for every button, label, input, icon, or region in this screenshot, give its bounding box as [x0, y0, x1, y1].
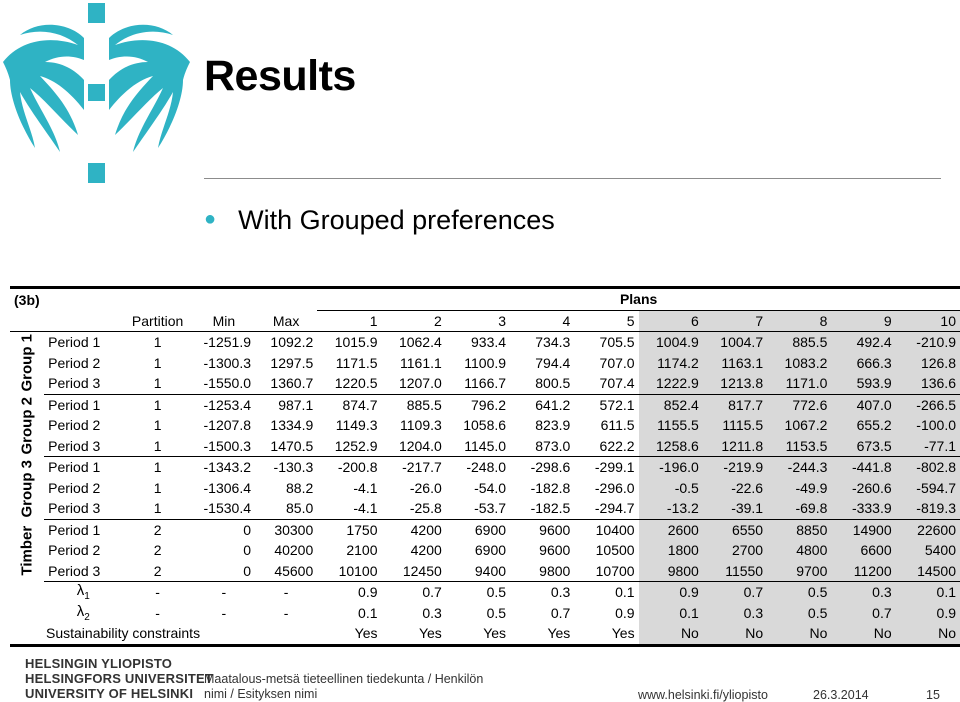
- table-row: [10, 353, 960, 374]
- partition-cell: 1: [153, 354, 162, 371]
- plan-value-cell: 1211.8: [703, 436, 767, 457]
- min-cell: -1500.3: [193, 436, 255, 457]
- plan-value-cell: 1100.9: [464, 354, 507, 371]
- plan-value-cell: -200.8: [337, 459, 378, 476]
- plan-value-cell: -13.2: [639, 498, 703, 519]
- max-cell: 1092.2: [270, 334, 314, 351]
- plan-value-cell: 9800: [510, 561, 574, 582]
- plan-value-cell: 1062.4: [398, 334, 442, 351]
- period-label: Period 2: [48, 354, 101, 371]
- partition-cell: -: [155, 604, 160, 621]
- results-table-container: [10, 286, 960, 652]
- min-cell: -: [221, 604, 227, 621]
- min-cell: -: [221, 584, 227, 601]
- plan-value-cell: -196.0: [639, 457, 703, 478]
- plan-value-cell: 0.1: [358, 604, 378, 621]
- table-row: [10, 373, 960, 394]
- sustainability-cell: Yes: [510, 623, 574, 645]
- plan-value-cell: 734.3: [535, 334, 571, 351]
- table-row: [10, 519, 960, 540]
- column-header-row: [10, 310, 960, 332]
- footer-date: 26.3.2014: [813, 688, 869, 702]
- plan-value-cell: -294.7: [574, 498, 638, 519]
- min-cell: -1306.4: [203, 479, 251, 496]
- table-row: [10, 478, 960, 499]
- lambda-symbol: λ: [76, 582, 85, 600]
- plan-value-cell: 22600: [896, 519, 960, 540]
- plan-value-cell: -49.9: [767, 478, 831, 499]
- plan-value-cell: 933.4: [471, 334, 507, 351]
- period-label: Period 3: [44, 436, 122, 457]
- max-cell: 1360.7: [255, 373, 317, 394]
- min-cell: 0: [243, 542, 251, 559]
- plan-value-cell: 885.5: [767, 332, 831, 353]
- plan-value-cell: 1153.5: [767, 436, 831, 457]
- plan-value-cell: 1800: [639, 540, 703, 561]
- plan-value-cell: 1145.0: [446, 436, 510, 457]
- sustainability-label: Sustainability constraints: [10, 623, 255, 645]
- university-line: HELSINGFORS UNIVERSITET: [25, 671, 214, 686]
- plan-value-cell: -333.9: [831, 498, 895, 519]
- partition-cell: 1: [122, 373, 192, 394]
- plan-value-cell: 622.2: [574, 436, 638, 457]
- plan-value-cell: -77.1: [896, 436, 960, 457]
- partition-cell: 1: [153, 459, 162, 476]
- table-row: [10, 540, 960, 561]
- plan-value-cell: 1252.9: [317, 436, 381, 457]
- plan-value-cell: 0.5: [486, 584, 507, 601]
- max-cell: 40200: [274, 542, 314, 559]
- partition-cell: 2: [153, 542, 162, 559]
- plan-value-cell: 11550: [703, 561, 767, 582]
- max-cell: -130.3: [273, 459, 314, 476]
- plan-value-cell: 1171.0: [767, 373, 831, 394]
- plan-value-cell: 0.1: [615, 584, 635, 601]
- plan-value-cell: 4200: [410, 521, 442, 538]
- plan-value-cell: 8850: [767, 519, 831, 540]
- plan-value-cell: 873.0: [510, 436, 574, 457]
- min-cell: -1300.3: [203, 354, 251, 371]
- plan-value-cell: 14500: [896, 561, 960, 582]
- plan-value-cell: 1058.6: [463, 417, 507, 434]
- footer-url: www.helsinki.fi/yliopisto: [638, 688, 768, 702]
- max-cell: 30300: [274, 521, 314, 538]
- plan-value-cell: 1149.3: [335, 417, 378, 434]
- plan-value-cell: -22.6: [703, 478, 767, 499]
- table-label-row: [10, 288, 960, 311]
- plan-value-cell: 1161.1: [400, 354, 442, 371]
- plan-value-cell: 10500: [595, 542, 635, 559]
- plan-value-cell: 6550: [703, 519, 767, 540]
- sustainability-cell: Yes: [317, 623, 381, 645]
- empty-cell: [10, 310, 44, 332]
- plan-value-cell: 1750: [346, 521, 378, 538]
- period-label: Period 1: [48, 334, 101, 351]
- table-row: [10, 457, 960, 478]
- plan-header: 7: [703, 310, 767, 332]
- plan-value-cell: -299.1: [594, 459, 635, 476]
- plan-value-cell: 126.8: [896, 353, 960, 374]
- plan-value-cell: -53.7: [446, 498, 510, 519]
- plan-value-cell: 707.0: [599, 354, 635, 371]
- empty-cell: [122, 288, 192, 311]
- table-row: [10, 561, 960, 582]
- plan-value-cell: 673.5: [831, 436, 895, 457]
- plan-value-cell: -0.5: [639, 478, 703, 499]
- min-header: Min: [193, 310, 255, 332]
- plan-value-cell: 772.6: [767, 394, 831, 415]
- partition-header: Partition: [122, 310, 192, 332]
- plan-value-cell: 10700: [574, 561, 638, 582]
- max-header: Max: [255, 310, 317, 332]
- period-label: Period 1: [48, 521, 101, 538]
- plan-value-cell: 0.7: [831, 603, 895, 624]
- partition-cell: 1: [122, 436, 192, 457]
- plan-value-cell: -182.8: [530, 479, 571, 496]
- plan-value-cell: 800.5: [510, 373, 574, 394]
- max-cell: 88.2: [286, 479, 314, 496]
- plan-value-cell: 11200: [831, 561, 895, 582]
- plan-value-cell: 0.1: [639, 603, 703, 624]
- max-cell: 85.0: [255, 498, 317, 519]
- plan-header: 10: [896, 310, 960, 332]
- bullet-item: [204, 205, 555, 236]
- lambda-row: [10, 603, 960, 624]
- plan-value-cell: 9800: [639, 561, 703, 582]
- sustainability-cell: No: [767, 623, 831, 645]
- period-label: Period 3: [44, 373, 122, 394]
- sustainability-row: [10, 623, 960, 645]
- plan-value-cell: 1015.9: [334, 334, 378, 351]
- group-label: Group 1: [18, 333, 36, 392]
- university-wordmark: [25, 656, 213, 701]
- empty-cell: [10, 603, 44, 624]
- empty-cell: [44, 310, 122, 332]
- plan-value-cell: 5400: [896, 540, 960, 561]
- plan-value-cell: 1166.7: [446, 373, 510, 394]
- max-cell: -: [283, 584, 289, 601]
- plan-value-cell: 0.7: [550, 604, 571, 621]
- table-row: [10, 332, 960, 353]
- plan-value-cell: -182.5: [510, 498, 574, 519]
- period-label: Period 3: [44, 561, 122, 582]
- min-cell: -1207.8: [203, 417, 251, 434]
- plan-value-cell: 611.5: [600, 417, 635, 434]
- partition-cell: -: [155, 584, 160, 601]
- period-label: Period 1: [48, 396, 101, 413]
- plan-value-cell: 1067.2: [767, 415, 831, 436]
- plan-value-cell: -266.5: [896, 394, 960, 415]
- plan-value-cell: 0.5: [767, 582, 831, 603]
- plan-value-cell: 655.2: [831, 415, 895, 436]
- plan-value-cell: 0.9: [896, 603, 960, 624]
- plan-value-cell: 136.6: [896, 373, 960, 394]
- partition-cell: 1: [153, 479, 162, 496]
- period-label: Period 2: [48, 479, 101, 496]
- plan-value-cell: 0.5: [486, 604, 507, 621]
- faculty-text: Maatalous-metsä tieteellinen tiedekunta / Henkilön nimi / Esityksen nimi: [204, 672, 484, 701]
- plan-value-cell: 9400: [446, 561, 510, 582]
- plan-value-cell: 2700: [703, 540, 767, 561]
- plan-value-cell: -100.0: [896, 415, 960, 436]
- plan-value-cell: -244.3: [767, 457, 831, 478]
- plan-value-cell: -441.8: [831, 457, 895, 478]
- bullet-dot-icon: ●: [204, 208, 217, 230]
- plan-value-cell: -219.9: [703, 457, 767, 478]
- group-label: Group 2: [18, 396, 36, 455]
- plan-header: 4: [510, 310, 574, 332]
- plan-header: 1: [317, 310, 381, 332]
- plan-value-cell: 1204.0: [382, 436, 446, 457]
- plan-value-cell: 1222.9: [639, 373, 703, 394]
- partition-cell: 2: [153, 521, 162, 538]
- max-cell: 1297.5: [270, 354, 314, 371]
- sustainability-cell: Yes: [446, 623, 510, 645]
- sustainability-cell: No: [639, 623, 703, 645]
- plan-header: 8: [767, 310, 831, 332]
- plan-value-cell: 0.5: [767, 603, 831, 624]
- plan-value-cell: -248.0: [466, 459, 507, 476]
- group-label: Group 3: [18, 459, 36, 517]
- max-cell: 1470.5: [255, 436, 317, 457]
- period-label: Period 2: [48, 417, 101, 434]
- page-number: 15: [926, 688, 940, 702]
- plan-value-cell: -802.8: [896, 457, 960, 478]
- min-cell: -1343.2: [203, 459, 251, 476]
- partition-cell: 1: [122, 498, 192, 519]
- max-cell: 1334.9: [270, 417, 314, 434]
- min-cell: -1251.9: [203, 334, 251, 351]
- lambda-subscript: 2: [84, 611, 90, 623]
- plan-value-cell: 0.7: [422, 584, 442, 601]
- plan-value-cell: 0.3: [703, 603, 767, 624]
- group-label: Timber: [18, 525, 36, 576]
- table-row: [10, 498, 960, 519]
- plan-value-cell: -217.7: [402, 459, 442, 476]
- plan-value-cell: -25.8: [382, 498, 446, 519]
- plan-value-cell: 4800: [767, 540, 831, 561]
- plans-header: Plans: [317, 288, 960, 311]
- empty-cell: [255, 288, 317, 311]
- min-cell: 0: [193, 561, 255, 582]
- plan-value-cell: -296.0: [594, 479, 635, 496]
- plan-value-cell: 572.1: [599, 396, 635, 413]
- plan-value-cell: 1207.0: [382, 373, 446, 394]
- lambda-symbol: λ: [76, 602, 85, 620]
- lambda-subscript: 1: [84, 591, 90, 603]
- plan-value-cell: 1163.1: [703, 353, 767, 374]
- plan-value-cell: 1004.9: [639, 332, 703, 353]
- table-row: [10, 394, 960, 415]
- partition-cell: 1: [153, 417, 162, 434]
- plan-value-cell: 2100: [346, 542, 378, 559]
- min-cell: -1530.4: [193, 498, 255, 519]
- plan-header: 6: [639, 310, 703, 332]
- plan-value-cell: 0.3: [831, 582, 895, 603]
- partition-cell: 2: [122, 561, 192, 582]
- plan-header: 5: [574, 310, 638, 332]
- lambda-label: [44, 603, 122, 624]
- table-label: (3b): [10, 288, 122, 311]
- plan-value-cell: 1171.5: [335, 354, 378, 371]
- min-cell: 0: [243, 521, 251, 538]
- plan-value-cell: 0.9: [639, 582, 703, 603]
- plan-value-cell: 9600: [539, 542, 571, 559]
- plan-value-cell: 10100: [317, 561, 381, 582]
- plan-value-cell: 817.7: [703, 394, 767, 415]
- plan-value-cell: 1220.5: [317, 373, 381, 394]
- plan-header: 3: [446, 310, 510, 332]
- plan-value-cell: -39.1: [703, 498, 767, 519]
- plan-value-cell: 0.3: [422, 604, 442, 621]
- plan-value-cell: 707.4: [574, 373, 638, 394]
- plan-value-cell: 407.0: [831, 394, 895, 415]
- page-title: Results: [204, 52, 356, 100]
- plan-value-cell: 1258.6: [639, 436, 703, 457]
- plan-value-cell: 1115.5: [703, 415, 767, 436]
- plan-value-cell: 9600: [539, 521, 571, 538]
- plan-value-cell: -54.0: [474, 479, 507, 496]
- university-line: HELSINGIN YLIOPISTO: [25, 656, 173, 671]
- partition-cell: 1: [153, 334, 162, 351]
- plan-value-cell: -4.1: [353, 479, 378, 496]
- lambda-label: [44, 582, 122, 603]
- table-row: [10, 415, 960, 436]
- plan-value-cell: 12450: [382, 561, 446, 582]
- plan-value-cell: 794.4: [535, 354, 571, 371]
- sustainability-cell: No: [831, 623, 895, 645]
- period-label: Period 3: [44, 498, 122, 519]
- plan-value-cell: 14900: [831, 519, 895, 540]
- plan-header: 9: [831, 310, 895, 332]
- bullet-text: With Grouped preferences: [238, 205, 555, 235]
- plan-value-cell: 2600: [639, 519, 703, 540]
- results-table: [10, 286, 960, 647]
- sustainability-cell: No: [896, 623, 960, 645]
- lambda-row: [10, 582, 960, 603]
- empty-cell: [255, 623, 317, 645]
- plan-value-cell: 852.4: [639, 394, 703, 415]
- university-line: UNIVERSITY OF HELSINKI: [25, 686, 194, 701]
- plan-value-cell: -260.6: [831, 478, 895, 499]
- plan-value-cell: 10400: [595, 521, 635, 538]
- empty-cell: [193, 288, 255, 311]
- period-label: Period 2: [48, 542, 101, 559]
- min-cell: -1550.0: [193, 373, 255, 394]
- plan-value-cell: 705.5: [599, 334, 635, 351]
- sustainability-cell: Yes: [382, 623, 446, 645]
- sustainability-cell: Yes: [574, 623, 638, 645]
- plan-value-cell: 4200: [410, 542, 442, 559]
- plan-value-cell: -26.0: [409, 479, 442, 496]
- plan-value-cell: 0.9: [615, 604, 635, 621]
- plan-value-cell: -4.1: [317, 498, 381, 519]
- plan-value-cell: 593.9: [831, 373, 895, 394]
- table-row: [10, 436, 960, 457]
- plan-value-cell: 874.7: [342, 396, 378, 413]
- plan-value-cell: 0.3: [550, 584, 571, 601]
- plan-value-cell: -298.6: [530, 459, 571, 476]
- plan-value-cell: -819.3: [896, 498, 960, 519]
- plan-value-cell: 796.2: [471, 396, 507, 413]
- plan-value-cell: 1174.2: [639, 353, 703, 374]
- plan-value-cell: 1155.5: [639, 415, 703, 436]
- sustainability-cell: No: [703, 623, 767, 645]
- plan-value-cell: -69.8: [767, 498, 831, 519]
- plan-value-cell: 9700: [767, 561, 831, 582]
- plan-value-cell: 492.4: [831, 332, 895, 353]
- plan-value-cell: 0.9: [358, 584, 378, 601]
- plan-value-cell: 0.7: [703, 582, 767, 603]
- title-divider: [204, 178, 941, 179]
- plan-value-cell: 1004.7: [703, 332, 767, 353]
- plan-value-cell: 666.3: [831, 353, 895, 374]
- plan-value-cell: 885.5: [406, 396, 442, 413]
- plan-value-cell: 1083.2: [767, 353, 831, 374]
- max-cell: -: [283, 604, 289, 621]
- partition-cell: 1: [153, 396, 162, 413]
- plan-value-cell: 6600: [831, 540, 895, 561]
- plan-value-cell: 6900: [474, 521, 507, 538]
- plan-value-cell: -594.7: [896, 478, 960, 499]
- helsinki-flame-logo-icon: [0, 0, 200, 190]
- plan-header: 2: [382, 310, 446, 332]
- plan-value-cell: 823.9: [535, 417, 571, 434]
- max-cell: 987.1: [278, 396, 314, 413]
- plan-value-cell: -210.9: [896, 332, 960, 353]
- plan-value-cell: 0.1: [896, 582, 960, 603]
- plan-value-cell: 1213.8: [703, 373, 767, 394]
- plan-value-cell: 1109.3: [400, 417, 442, 434]
- plan-value-cell: 6900: [474, 542, 507, 559]
- max-cell: 45600: [255, 561, 317, 582]
- empty-cell: [10, 582, 44, 603]
- min-cell: -1253.4: [203, 396, 251, 413]
- period-label: Period 1: [48, 459, 101, 476]
- plan-value-cell: 641.2: [535, 396, 571, 413]
